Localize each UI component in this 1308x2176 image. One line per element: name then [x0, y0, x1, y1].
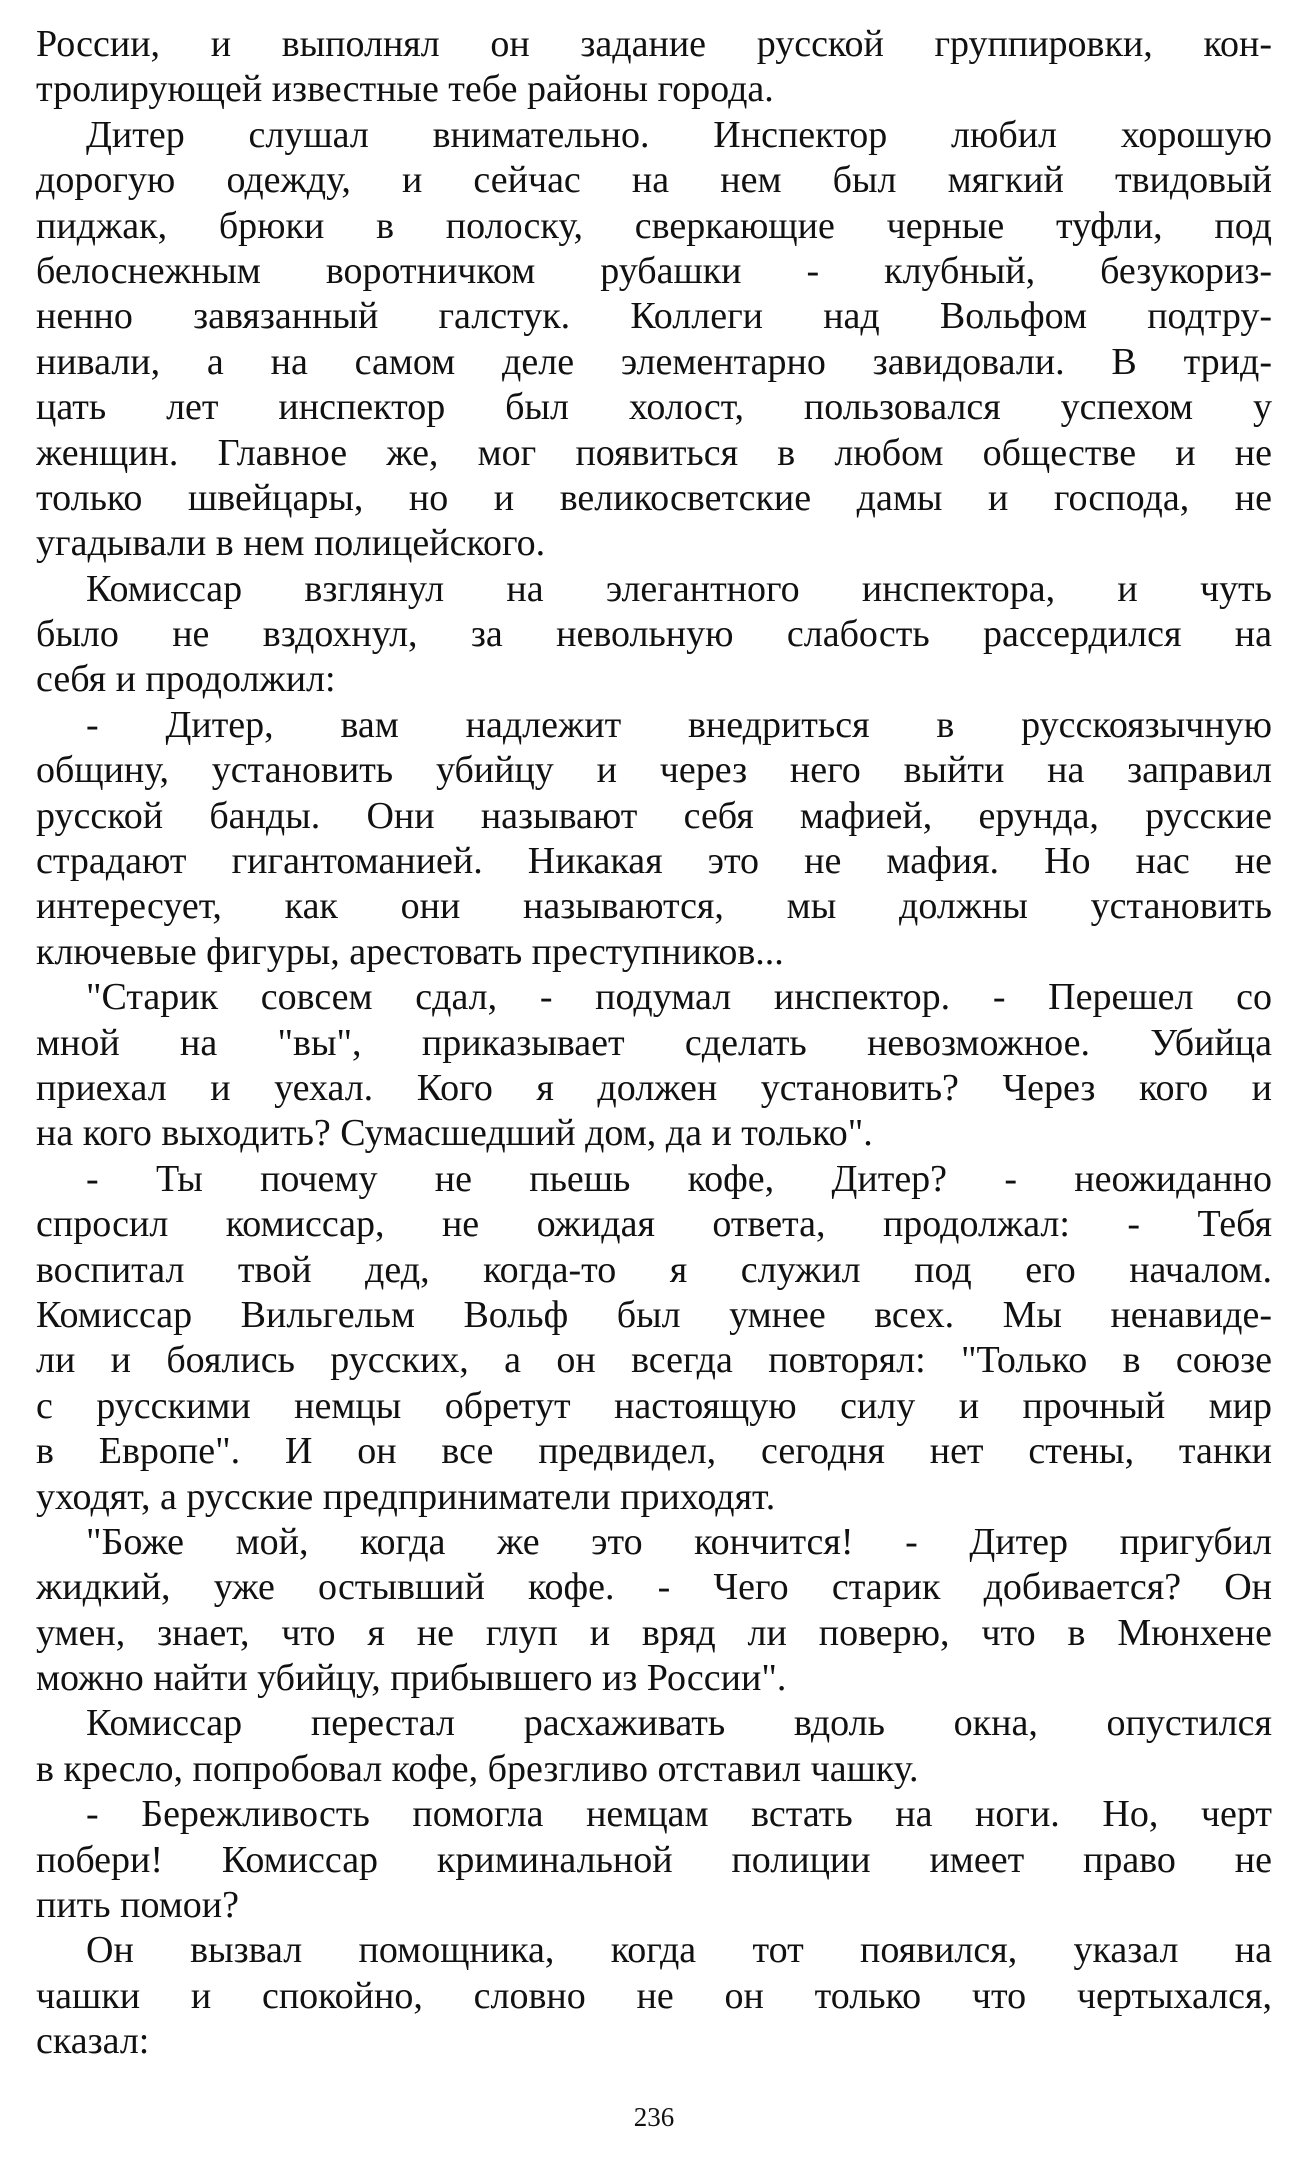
text-line: себя и продолжил:: [36, 658, 336, 701]
text-line: с русскими немцы обретут настоящую силу и прочный мир: [36, 1384, 1272, 1427]
text-line: чашки и спокойно, словно не он только что чертыхался,: [36, 1974, 1272, 2017]
text-line: - Бережливость помогла немцам встать на ноги. Но, черт: [86, 1793, 1272, 1836]
text-line: дорогую одежду, и сейчас на нем был мягкий твидовый: [36, 159, 1272, 202]
text-line: ключевые фигуры, арестовать преступников...: [36, 930, 784, 973]
text-line: в Европе". И он все предвидел, сегодня нет стены, танки: [36, 1430, 1272, 1473]
text-line: пиджак, брюки в полоску, сверкающие черные туфли, под: [36, 204, 1272, 247]
text-line: ли и боялись русских, а он всегда повторял: "Только в союзе: [36, 1339, 1272, 1382]
text-line: уходят, а русские предприниматели приходят.: [36, 1475, 776, 1518]
text-line: "Старик совсем сдал, - подумал инспектор. - Перешел со: [86, 976, 1272, 1019]
text-line: умен, знает, что я не глуп и вряд ли поверю, что в Мюнхене: [36, 1611, 1272, 1654]
text-line: тролирующей известные тебе районы города.: [36, 68, 774, 111]
text-line: угадывали в нем полицейского.: [36, 522, 546, 565]
text-line: России, и выполнял он задание русской группировки, кон-: [36, 23, 1272, 65]
text-line: - Дитер, вам надлежит внедриться в русскоязычную: [86, 703, 1272, 746]
text-line: только швейцары, но и великосветские дамы и господа, не: [36, 476, 1272, 519]
text-line: белоснежным воротничком рубашки - клубный, безукориз-: [36, 249, 1272, 292]
text-line: побери! Комиссар криминальной полиции имеет право не: [36, 1838, 1272, 1881]
text-line: Он вызвал помощника, когда тот появился, указал на: [86, 1929, 1272, 1972]
body-text: [36, 22, 1272, 2065]
text-line: было не вздохнул, за невольную слабость рассердился на: [36, 613, 1272, 656]
text-line: Дитер слушал внимательно. Инспектор любил хорошую: [86, 113, 1272, 156]
text-line: ненно завязанный галстук. Коллеги над Вольфом подтру-: [36, 295, 1272, 338]
text-line: нивали, а на самом деле элементарно завидовали. В трид-: [36, 340, 1272, 383]
text-line: женщин. Главное же, мог появиться в любом обществе и не: [36, 431, 1272, 474]
text-line: "Боже мой, когда же это кончится! - Дитер пригубил: [86, 1520, 1272, 1563]
text-line: на кого выходить? Сумасшедший дом, да и только".: [36, 1112, 873, 1155]
text-line: русской банды. Они называют себя мафией, ерунда, русские: [36, 794, 1272, 837]
text-line: общину, установить убийцу и через него выйти на заправил: [36, 749, 1272, 792]
text-line: цать лет инспектор был холост, пользовался успехом у: [36, 386, 1272, 429]
text-line: спросил комиссар, не ожидая ответа, продолжал: - Тебя: [36, 1203, 1272, 1246]
text-line: пить помои?: [36, 1884, 239, 1927]
text-line: воспитал твой дед, когда-то я служил под его началом.: [36, 1248, 1272, 1291]
text-line: сказал:: [36, 2020, 150, 2063]
text-line: Комиссар перестал расхаживать вдоль окна, опустился: [86, 1702, 1272, 1745]
text-line: мной на "вы", приказывает сделать невозможное. Убийца: [36, 1021, 1272, 1064]
text-line: жидкий, уже остывший кофе. - Чего старик добивается? Он: [36, 1566, 1272, 1609]
page-number: 236: [633, 2102, 675, 2132]
text-line: в кресло, попробовал кофе, брезгливо отставил чашку.: [36, 1747, 919, 1790]
text-line: страдают гигантоманией. Никакая это не мафия. Но нас не: [36, 840, 1272, 883]
text-line: интересует, как они называются, мы должны установить: [36, 885, 1272, 928]
text-line: Комиссар Вильгельм Вольф был умнее всех. Мы ненавиде-: [36, 1293, 1272, 1336]
text-line: - Ты почему не пьешь кофе, Дитер? - неожиданно: [86, 1157, 1272, 1200]
text-line: приехал и уехал. Кого я должен установить? Через кого и: [36, 1066, 1272, 1109]
text-line: Комиссар взглянул на элегантного инспектора, и чуть: [86, 567, 1272, 610]
text-line: можно найти убийцу, прибывшего из России".: [36, 1657, 787, 1700]
